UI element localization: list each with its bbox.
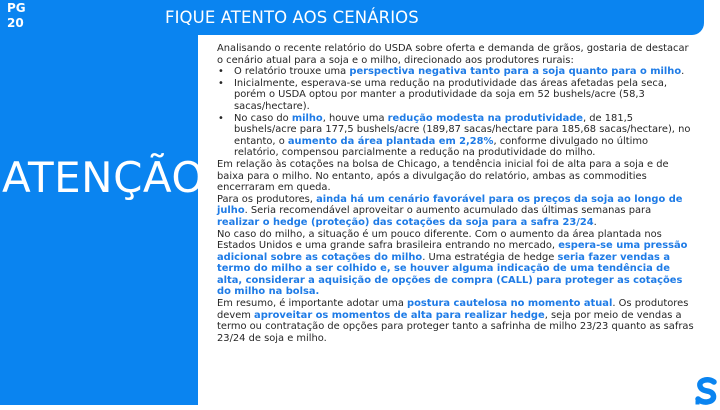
- text-span: . Seria recomendável aproveitar o aumento acumulado das últimas semanas para: [244, 205, 652, 217]
- highlight-span: milho: [291, 112, 323, 124]
- highlight-span: espera-se uma pressão adicional sobre as cotações do milho: [217, 240, 688, 263]
- text-span: No caso do milho, a situação é um pouco diferente. Com o aumento da área plantada nos Estados Unidos e uma grande safra brasileira entrando no mercado,: [217, 228, 662, 252]
- paragraph-chicago: Em relação às cotações na bolsa de Chicago, a tendência inicial foi de alta para a soja e de baixa para o milho. No entanto, após a divulgação do relatório, ambas as commodities encerraram em queda.: [217, 158, 669, 194]
- header-bar: [0, 0, 704, 35]
- bullet-item-1: [234, 66, 695, 78]
- text-span: , seja por meio de vendas a termo ou contratação de opções para proteger tanto a safrinha de milho 23/23 quanto as safras 23/24 de soja e milho.: [217, 309, 694, 344]
- highlight-span: seria fazer vendas a termo do milho a ser colhido e, se houver alguma indicação de uma tendência de alta, considerar a aquisição de opções de compra (CALL) para proteger as cotações do milho na bolsa.: [217, 251, 683, 298]
- highlight-span: aproveitar os momentos de alta para realizar hedge: [254, 309, 545, 321]
- text-span: Para os produtores,: [217, 193, 317, 205]
- highlight-span: perspectiva negativa tanto para a soja quanto para o milho: [349, 66, 682, 78]
- highlight-span: postura cautelosa no momento atual: [407, 298, 613, 310]
- page-number-value: 20: [7, 16, 24, 30]
- text-span: , de 181,5 bushels/acre para 177,5 bushels/acre (189,87 sacas/hectare para 185,68 sacas/hectare), no entanto, o: [234, 112, 691, 147]
- body-text: [217, 43, 695, 344]
- page-title: FIQUE ATENTO AOS CENÁRIOS: [165, 8, 419, 27]
- paragraph-resumo: [217, 298, 695, 344]
- paragraph-milho: [217, 229, 695, 299]
- highlight-span: realizar o hedge (proteção) das cotações da soja para a safra 23/24: [217, 216, 594, 228]
- text-span: . Os produtores devem: [217, 298, 689, 321]
- sidebar-heading: ATENÇÃO: [2, 153, 205, 202]
- page-number: [7, 1, 26, 31]
- page-number-label: PG: [7, 1, 26, 15]
- text-span: Em resumo, é importante adotar uma: [217, 298, 408, 310]
- text-span: . Uma estratégia de hedge: [422, 251, 558, 263]
- highlight-span: ainda há um cenário favorável para os preços da soja ao longo de julho: [217, 193, 683, 217]
- bullet-list: [217, 66, 695, 159]
- text-span: .: [681, 66, 685, 78]
- text-span: Inicialmente, esperava-se uma redução na produtividade das áreas afetadas pela seca, porém o USDA optou por manter a produtividade da soja em 52 bushels/acre (58,3 sacas/hectare).: [234, 77, 668, 112]
- brand-s-logo-icon: [695, 377, 719, 405]
- highlight-span: redução modesta na produtividade: [387, 112, 583, 124]
- highlight-span: aumento da área plantada em 2,28%: [287, 135, 494, 147]
- text-span: O relatório trouxe uma: [234, 66, 350, 78]
- bullet-item-2: [234, 78, 695, 113]
- intro-paragraph: Analisando o recente relatório do USDA sobre oferta e demanda de grãos, gostaria de destacar o cenário atual para a soja e o milho, direcionado aos produtores rurais:: [217, 43, 689, 66]
- bullet-item-3: [234, 113, 695, 159]
- text-span: .: [593, 216, 597, 228]
- paragraph-soja: [217, 194, 695, 229]
- text-span: No caso do: [234, 112, 292, 124]
- text-span: , conforme divulgado no último relatório, compensou parcialmente a redução na produtividade do milho.: [234, 135, 649, 159]
- text-span: , houve uma: [322, 112, 388, 124]
